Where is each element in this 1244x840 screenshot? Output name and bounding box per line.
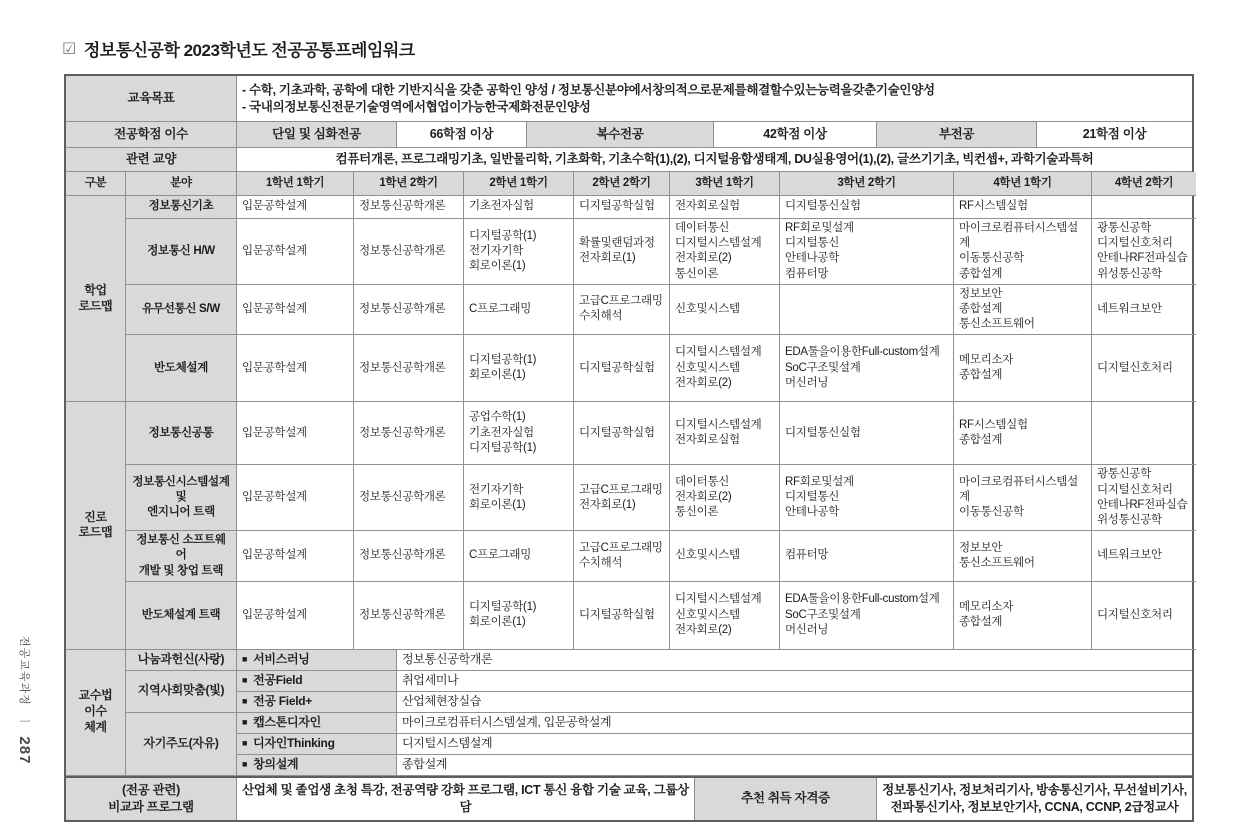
field-label: 정보통신 소프트웨어 개발 및 창업 트랙: [126, 531, 237, 582]
table-row: [126, 465, 1196, 531]
header-sem-2-2: 2학년 2학기: [574, 172, 670, 196]
pedagogy-category: [126, 671, 1192, 713]
field-label: 정보통신 H/W: [126, 219, 237, 285]
table-row: [126, 335, 1196, 402]
method-courses: 정보통신공학개론: [397, 650, 1192, 671]
credits-row: [66, 122, 1192, 148]
course-cell: RF회로및설계 디지털통신 안테나공학 컴퓨터망: [780, 219, 954, 285]
divider: ㅣ: [18, 715, 30, 727]
liberal-arts-row: [66, 148, 1192, 172]
header-sem-2-1: 2학년 1학기: [464, 172, 574, 196]
course-cell: 입문공학설계: [237, 402, 354, 465]
course-cell: 디지털공학실험: [574, 582, 670, 650]
course-cell: 정보통신공학개론: [354, 335, 464, 402]
course-cell: 정보통신공학개론: [354, 465, 464, 531]
page-title: [62, 36, 415, 61]
method-label: 전공 Field+: [253, 693, 312, 708]
course-cell: 디지털공학실험: [574, 335, 670, 402]
certificates-list: 정보통신기사, 정보처리기사, 방송통신기사, 무선설비기사, 전파통신기사, 정보보안기사, CCNA, CCNP, 2급정교사: [882, 783, 1187, 814]
header-sem-3-1: 3학년 1학기: [670, 172, 780, 196]
course-cell: 네트워크보안: [1092, 531, 1196, 582]
header-category: 구분: [66, 172, 126, 196]
category-label: 지역사회맞춤(빛): [126, 671, 237, 713]
course-cell: 정보통신공학개론: [354, 582, 464, 650]
career-roadmap-group: [66, 402, 1192, 650]
method-label: 디자인Thinking: [253, 735, 335, 750]
field-label: 정보통신시스템설계 및 엔지니어 트랙: [126, 465, 237, 531]
method-cell: [237, 692, 397, 713]
credits-label: 전공학점 이수: [66, 122, 237, 148]
course-cell: 신호및시스템: [670, 531, 780, 582]
credits-value-minor: 21학점 이상: [1037, 122, 1192, 148]
course-cell: 고급C프로그래밍 수치해석: [574, 285, 670, 336]
page-number: 287: [16, 736, 34, 765]
square-bullet-icon: ■: [242, 716, 248, 727]
course-cell: 디지털시스템설계 신호및시스템 전자회로(2): [670, 335, 780, 402]
course-cell: 디지털시스템설계 신호및시스템 전자회로(2): [670, 582, 780, 650]
table-row: [126, 402, 1196, 465]
course-cell: C프로그래밍: [464, 285, 574, 336]
credits-type-single: 단일 및 심화전공: [237, 122, 397, 148]
course-cell: [780, 285, 954, 336]
course-cell: 신호및시스템: [670, 285, 780, 336]
liberal-arts-text: 컴퓨터개론, 프로그래밍기초, 일반물리학, 기초화학, 기초수학(1),(2), 디지털융합생태계, DU실용영어(1),(2), 글쓰기기초, 빅컨셉+, 과학기술과특허: [237, 148, 1192, 172]
pedagogy-row: [237, 650, 1192, 671]
course-cell: 고급C프로그래밍 전자회로(1): [574, 465, 670, 531]
field-label: 반도체설계: [126, 335, 237, 402]
course-cell: 공업수학(1) 기초전자실험 디지털공학(1): [464, 402, 574, 465]
education-goal-text: - 수학, 기초과학, 공학에 대한 기반지식을 갖춘 공학인 양성 / 정보통신분야에서창의적으로문제를해결할수있는능력을갖춘기술인양성 - 국내의정보통신전문기술영역에서협업이가능한국제화전문인양성: [237, 76, 1192, 122]
header-sem-3-2: 3학년 2학기: [780, 172, 954, 196]
header-field: 분야: [126, 172, 237, 196]
credits-value-single: 66학점 이상: [397, 122, 527, 148]
course-cell: 입문공학설계: [237, 582, 354, 650]
square-bullet-icon: ■: [242, 737, 248, 748]
group-label-pedagogy: 교수법 이수 체계: [66, 650, 126, 776]
course-cell: 메모리소자 종합설계: [954, 335, 1092, 402]
header-sem-1-1: 1학년 1학기: [237, 172, 354, 196]
method-label: 창의설계: [253, 756, 299, 771]
credits-value-double: 42학점 이상: [714, 122, 877, 148]
group-label-study: 학업 로드맵: [66, 196, 126, 402]
method-label: 서비스러닝: [253, 651, 310, 666]
section-label: 전공교육과정: [18, 636, 30, 706]
curriculum-framework-table: [64, 74, 1194, 822]
course-cell: 입문공학설계: [237, 465, 354, 531]
course-cell: 디지털공학실험: [574, 196, 670, 219]
table-row: [126, 219, 1196, 285]
liberal-arts-label: 관련 교양: [66, 148, 237, 172]
course-cell: 확률및랜덤과정 전자회로(1): [574, 219, 670, 285]
pedagogy-category: [126, 650, 1192, 671]
course-cell: 마이크로컴퓨터시스템설계 이동통신공학 종합설계: [954, 219, 1092, 285]
pedagogy-row: [237, 755, 1192, 776]
course-cell: 정보통신공학개론: [354, 285, 464, 336]
course-cell: RF회로및설계 디지털통신 안테나공학: [780, 465, 954, 531]
field-label: 정보통신기초: [126, 196, 237, 219]
course-cell: 전기자기학 회로이론(1): [464, 465, 574, 531]
course-cell: [1092, 402, 1196, 465]
page-title-text: 정보통신공학 2023학년도 전공공통프레임워크: [83, 41, 415, 60]
pedagogy-row: [237, 734, 1192, 755]
table-row: [126, 582, 1196, 650]
pedagogy-category: [126, 713, 1192, 776]
table-row: [126, 531, 1196, 582]
category-label: 나눔과헌신(사랑): [126, 650, 237, 671]
education-goal-row: [66, 76, 1192, 122]
pedagogy-row: [237, 671, 1192, 692]
pedagogy-row: [237, 713, 1192, 734]
header-sem-4-1: 4학년 1학기: [954, 172, 1092, 196]
course-cell: 입문공학설계: [237, 285, 354, 336]
method-courses: 산업체현장실습: [397, 692, 1192, 713]
square-bullet-icon: ■: [242, 653, 248, 664]
square-bullet-icon: ■: [242, 758, 248, 769]
course-cell: 마이크로컴퓨터시스템설계 이동통신공학: [954, 465, 1092, 531]
course-cell: 정보통신공학개론: [354, 531, 464, 582]
credits-type-double: 복수전공: [527, 122, 714, 148]
course-cell: 입문공학설계: [237, 219, 354, 285]
course-cell: 정보통신공학개론: [354, 219, 464, 285]
course-cell: 데이터통신 디지털시스템설계 전자회로(2) 통신이론: [670, 219, 780, 285]
course-cell: 입문공학설계: [237, 335, 354, 402]
study-roadmap-group: [66, 196, 1192, 402]
extracurricular-row: [66, 776, 1192, 820]
course-cell: 데이터통신 전자회로(2) 통신이론: [670, 465, 780, 531]
course-cell: 기초전자실험: [464, 196, 574, 219]
course-cell: 디지털신호처리: [1092, 335, 1196, 402]
extracurricular-programs: 산업체 및 졸업생 초청 특강, 전공역량 강화 프로그램, ICT 통신 융합 기술 교육, 그룹상담: [237, 778, 695, 820]
course-cell: 정보보안 통신소프트웨어: [954, 531, 1092, 582]
course-cell: 디지털시스템설계 전자회로실험: [670, 402, 780, 465]
certificates-label: 추천 취득 자격증: [695, 778, 877, 820]
course-cell: 디지털신호처리: [1092, 582, 1196, 650]
header-sem-1-2: 1학년 2학기: [354, 172, 464, 196]
method-courses: 마이크로컴퓨터시스템설계, 입문공학설계: [397, 713, 1192, 734]
education-goal-label: 교육목표: [66, 76, 237, 122]
field-label: 정보통신공통: [126, 402, 237, 465]
course-cell: 디지털공학(1) 전기자기학 회로이론(1): [464, 219, 574, 285]
field-label: 유무선통신 S/W: [126, 285, 237, 336]
group-label-career: 진로 로드맵: [66, 402, 126, 650]
method-cell: [237, 650, 397, 671]
course-cell: C프로그래밍: [464, 531, 574, 582]
course-cell: EDA툴을이용한Full-custom설계 SoC구조및설계 머신러닝: [780, 582, 954, 650]
course-cell: RF시스템실험: [954, 196, 1092, 219]
course-cell: 정보통신공학개론: [354, 402, 464, 465]
table-row: [126, 285, 1196, 336]
course-cell: 고급C프로그래밍 수치해석: [574, 531, 670, 582]
method-cell: [237, 755, 397, 776]
course-cell: 전자회로실험: [670, 196, 780, 219]
table-row: [126, 196, 1196, 219]
method-courses: 종합설계: [397, 755, 1192, 776]
pedagogy-row: [237, 692, 1192, 713]
square-bullet-icon: ■: [242, 695, 248, 706]
course-cell: 디지털공학실험: [574, 402, 670, 465]
method-label: 캡스톤디자인: [253, 714, 321, 729]
grid-header-row: [66, 172, 1192, 196]
method-label: 전공Field: [253, 672, 303, 687]
field-label: 반도체설계 트랙: [126, 582, 237, 650]
course-cell: 디지털통신실험: [780, 196, 954, 219]
course-cell: 입문공학설계: [237, 196, 354, 219]
method-cell: [237, 734, 397, 755]
pedagogy-group: [66, 650, 1192, 776]
course-cell: 네트워크보안: [1092, 285, 1196, 336]
method-courses: 디지털시스템설계: [397, 734, 1192, 755]
category-label: 자기주도(자유): [126, 713, 237, 776]
course-cell: 광통신공학 디지털신호처리 안테나RF전파실습 위성통신공학: [1092, 219, 1196, 285]
extracurricular-label: (전공 관련) 비교과 프로그램: [66, 778, 237, 820]
checkbox-icon: ☑: [62, 40, 76, 58]
course-cell: 디지털공학(1) 회로이론(1): [464, 335, 574, 402]
course-cell: EDA툴을이용한Full-custom설계 SoC구조및설계 머신러닝: [780, 335, 954, 402]
course-cell: RF시스템실험 종합설계: [954, 402, 1092, 465]
square-bullet-icon: ■: [242, 674, 248, 685]
course-cell: 컴퓨터망: [780, 531, 954, 582]
course-cell: 메모리소자 종합설계: [954, 582, 1092, 650]
header-sem-4-2: 4학년 2학기: [1092, 172, 1196, 196]
course-cell: 정보통신공학개론: [354, 196, 464, 219]
course-cell: [1092, 196, 1196, 219]
method-courses: 취업세미나: [397, 671, 1192, 692]
course-cell: 디지털공학(1) 회로이론(1): [464, 582, 574, 650]
page-margin-label: [14, 636, 36, 826]
course-cell: 입문공학설계: [237, 531, 354, 582]
course-cell: 광통신공학 디지털신호처리 안테나RF전파실습 위성통신공학: [1092, 465, 1196, 531]
method-cell: [237, 671, 397, 692]
method-cell: [237, 713, 397, 734]
credits-type-minor: 부전공: [877, 122, 1037, 148]
course-cell: 정보보안 종합설계 통신소프트웨어: [954, 285, 1092, 336]
course-cell: 디지털통신실험: [780, 402, 954, 465]
